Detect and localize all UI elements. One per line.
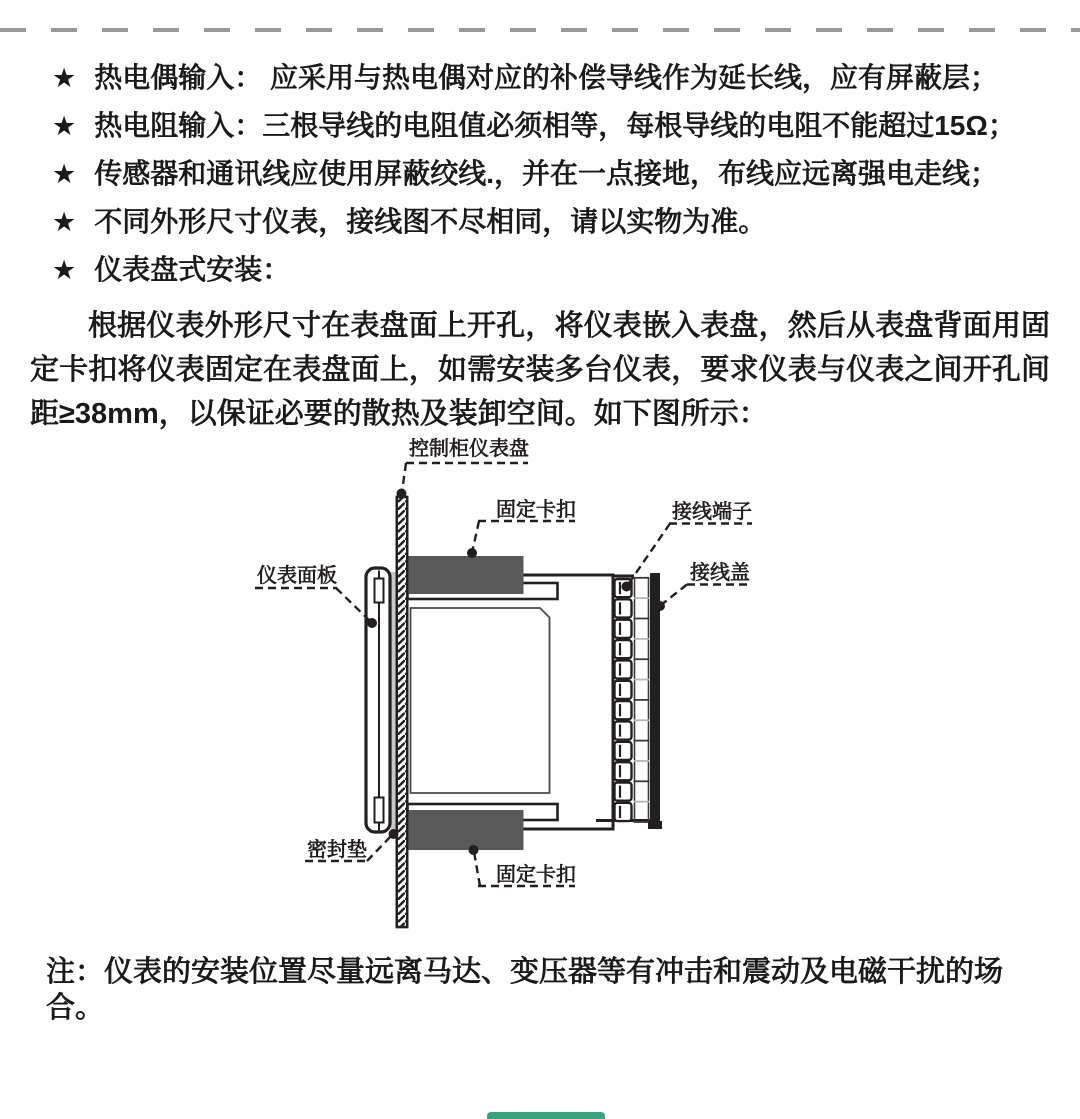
note-text: 注：仪表的安装位置尽量远离马达、变压器等有冲击和震动及电磁干扰的场合。 [46,956,1004,1024]
label-clip-top: 固定卡扣 [496,499,576,521]
fixing-clip-bottom [408,810,524,850]
wiring-cover [650,573,660,825]
cabinet-panel-hatch [397,497,407,927]
label-cabinet-panel: 控制柜仪表盘 [409,438,529,460]
leader-gasket [367,834,393,861]
label-cover: 接线盖 [690,562,750,584]
instrument-inner-face [411,608,550,793]
label-clip-bottom: 固定卡扣 [496,864,576,886]
terminal-block-cells [615,579,632,821]
star-bullet-icon: ★ [52,111,77,141]
bezel-slot-top [375,579,384,603]
leader-clip-top [472,521,479,553]
footer-accent-bar [487,1112,605,1119]
bullet-text: 不同外形尺寸仪表，接线图不尽相同，请以实物为准。 [94,206,767,237]
star-bullet-icon: ★ [52,159,77,189]
star-bullet-icon: ★ [52,207,77,237]
bullet-text: 传感器和通讯线应使用屏蔽绞线.，并在一点接地，布线应远离强电走线； [94,158,999,189]
label-front-bezel: 仪表面板 [257,565,337,587]
wiring-cover-foot [648,821,662,829]
fixing-clip-top [408,556,524,594]
bullet-text: 仪表盘式安装： [94,254,291,285]
bullet-text: 热电阻输入：三根导线的电阻值必须相等，每根导线的电阻不能超过15Ω； [94,110,1016,141]
bullet-text: 热电偶输入： 应采用与热电偶对应的补偿导线作为延长线，应有屏蔽层； [94,62,999,93]
terminal-comb [634,577,650,822]
star-bullet-icon: ★ [52,63,77,93]
label-terminal: 接线端子 [672,501,752,523]
bezel-slot-bottom [375,798,384,823]
install-paragraph: 根据仪表外形尺寸在表盘面上开孔，将仪表嵌入表盘，然后从表盘背面用固定卡扣将仪表固定在表盘面上，如需安装多台仪表，要求仪表与仪表之间开孔间距≥38mm，以保证必要的散热及装卸空间。如下图所示： [30,310,1050,430]
label-gasket: 密封垫 [307,839,367,861]
star-bullet-icon: ★ [52,255,77,285]
leader-clip-bottom [474,852,480,886]
leader-cover [661,585,687,606]
